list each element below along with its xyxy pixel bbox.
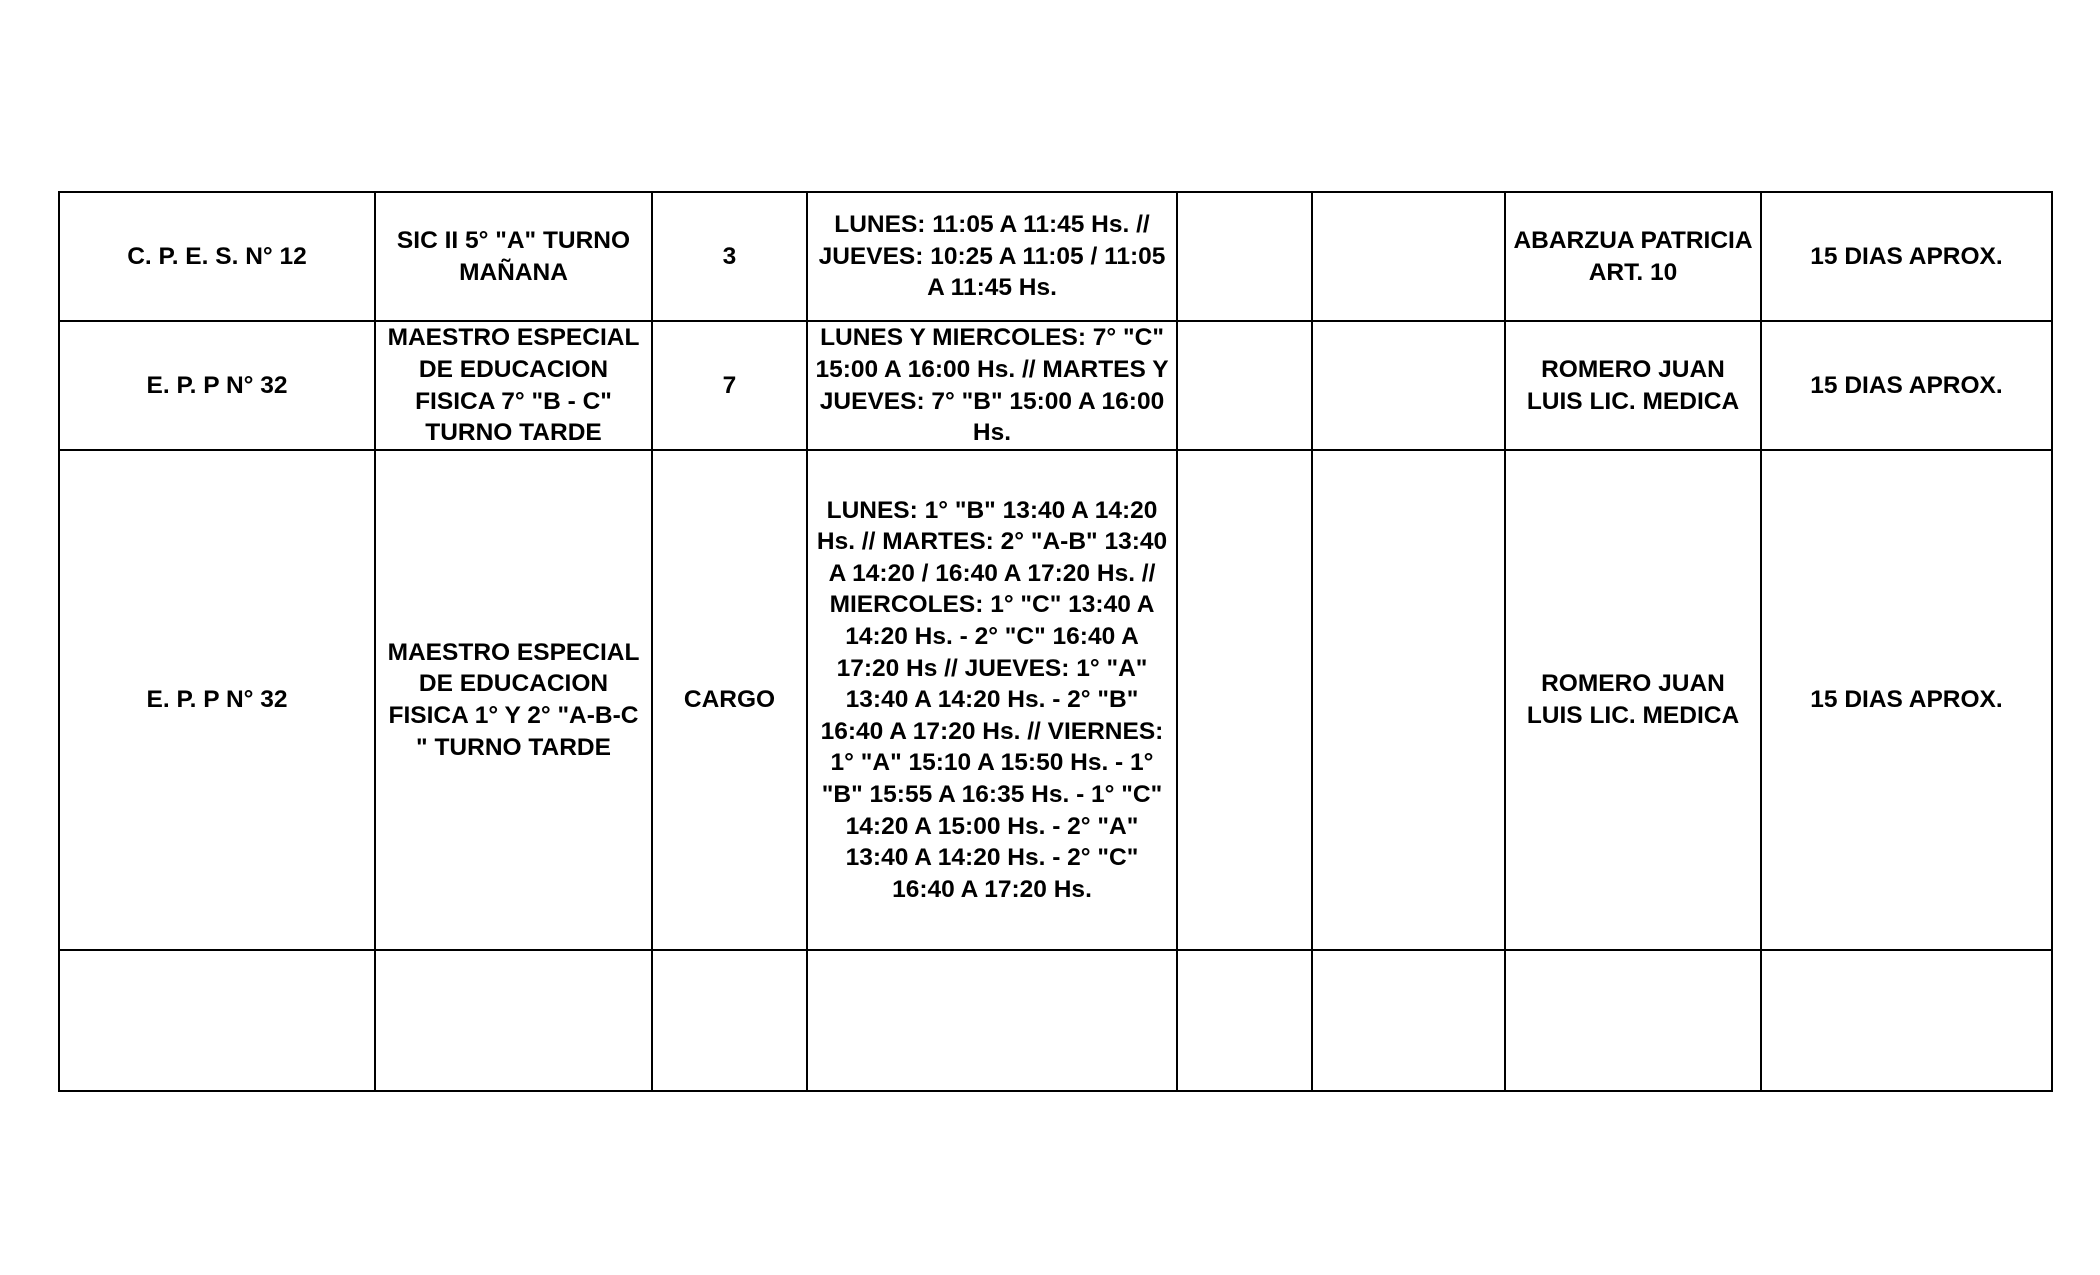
hours-cell: 7	[652, 321, 807, 450]
duration-cell: 15 DIAS APROX.	[1761, 450, 2052, 950]
holder-cell: ROMERO JUAN LUIS LIC. MEDICA	[1505, 321, 1761, 450]
empty-cell	[1177, 192, 1312, 321]
table-row	[59, 321, 2052, 450]
empty-cell	[1177, 450, 1312, 950]
schedule-cell: LUNES: 11:05 A 11:45 Hs. // JUEVES: 10:25 A 11:05 / 11:05 A 11:45 Hs.	[807, 192, 1177, 321]
empty-cell	[1177, 950, 1312, 1091]
holder-cell: ABARZUA PATRICIA ART. 10	[1505, 192, 1761, 321]
position-cell	[375, 950, 652, 1091]
table-row	[59, 950, 2052, 1091]
holder-cell: ROMERO JUAN LUIS LIC. MEDICA	[1505, 450, 1761, 950]
school-cell: E. P. P N° 32	[59, 321, 375, 450]
empty-cell	[1312, 450, 1505, 950]
position-cell: MAESTRO ESPECIAL DE EDUCACION FISICA 1° Y 2° "A-B-C " TURNO TARDE	[375, 450, 652, 950]
duration-cell	[1761, 950, 2052, 1091]
empty-cell	[1312, 950, 1505, 1091]
schedule-cell: LUNES Y MIERCOLES: 7° "C" 15:00 A 16:00 Hs. // MARTES Y JUEVES: 7° "B" 15:00 A 16:00 Hs.	[807, 321, 1177, 450]
table-row	[59, 450, 2052, 950]
position-cell: MAESTRO ESPECIAL DE EDUCACION FISICA 7° "B - C" TURNO TARDE	[375, 321, 652, 450]
empty-cell	[1177, 321, 1312, 450]
schedule-cell: LUNES: 1° "B" 13:40 A 14:20 Hs. // MARTES: 2° "A-B" 13:40 A 14:20 / 16:40 A 17:20 Hs. // MIERCOLES: 1° "C" 13:40 A 14:20 Hs. - 2° "C" 16:40 A 17:20 Hs // JUEVES: 1° "A" 13:40 A 14:20 Hs. - 2° "B" 16:40 A 17:20 Hs. // VIERNES: 1° "A" 15:10 A 15:50 Hs. - 1° "B" 15:55 A 16:35 Hs. - 1° "C" 14:20 A 15:00 Hs. - 2° "A" 13:40 A 14:20 Hs. - 2° "C" 16:40 A 17:20 Hs.	[807, 450, 1177, 950]
empty-cell	[1312, 192, 1505, 321]
hours-cell: CARGO	[652, 450, 807, 950]
empty-cell	[1312, 321, 1505, 450]
duration-cell: 15 DIAS APROX.	[1761, 192, 2052, 321]
school-cell	[59, 950, 375, 1091]
school-cell: E. P. P N° 32	[59, 450, 375, 950]
hours-cell: 3	[652, 192, 807, 321]
vacancy-table	[58, 191, 2053, 1092]
schedule-cell	[807, 950, 1177, 1091]
table-row	[59, 192, 2052, 321]
hours-cell	[652, 950, 807, 1091]
duration-cell: 15 DIAS APROX.	[1761, 321, 2052, 450]
holder-cell	[1505, 950, 1761, 1091]
position-cell: SIC II 5° "A" TURNO MAÑANA	[375, 192, 652, 321]
school-cell: C. P. E. S. N° 12	[59, 192, 375, 321]
